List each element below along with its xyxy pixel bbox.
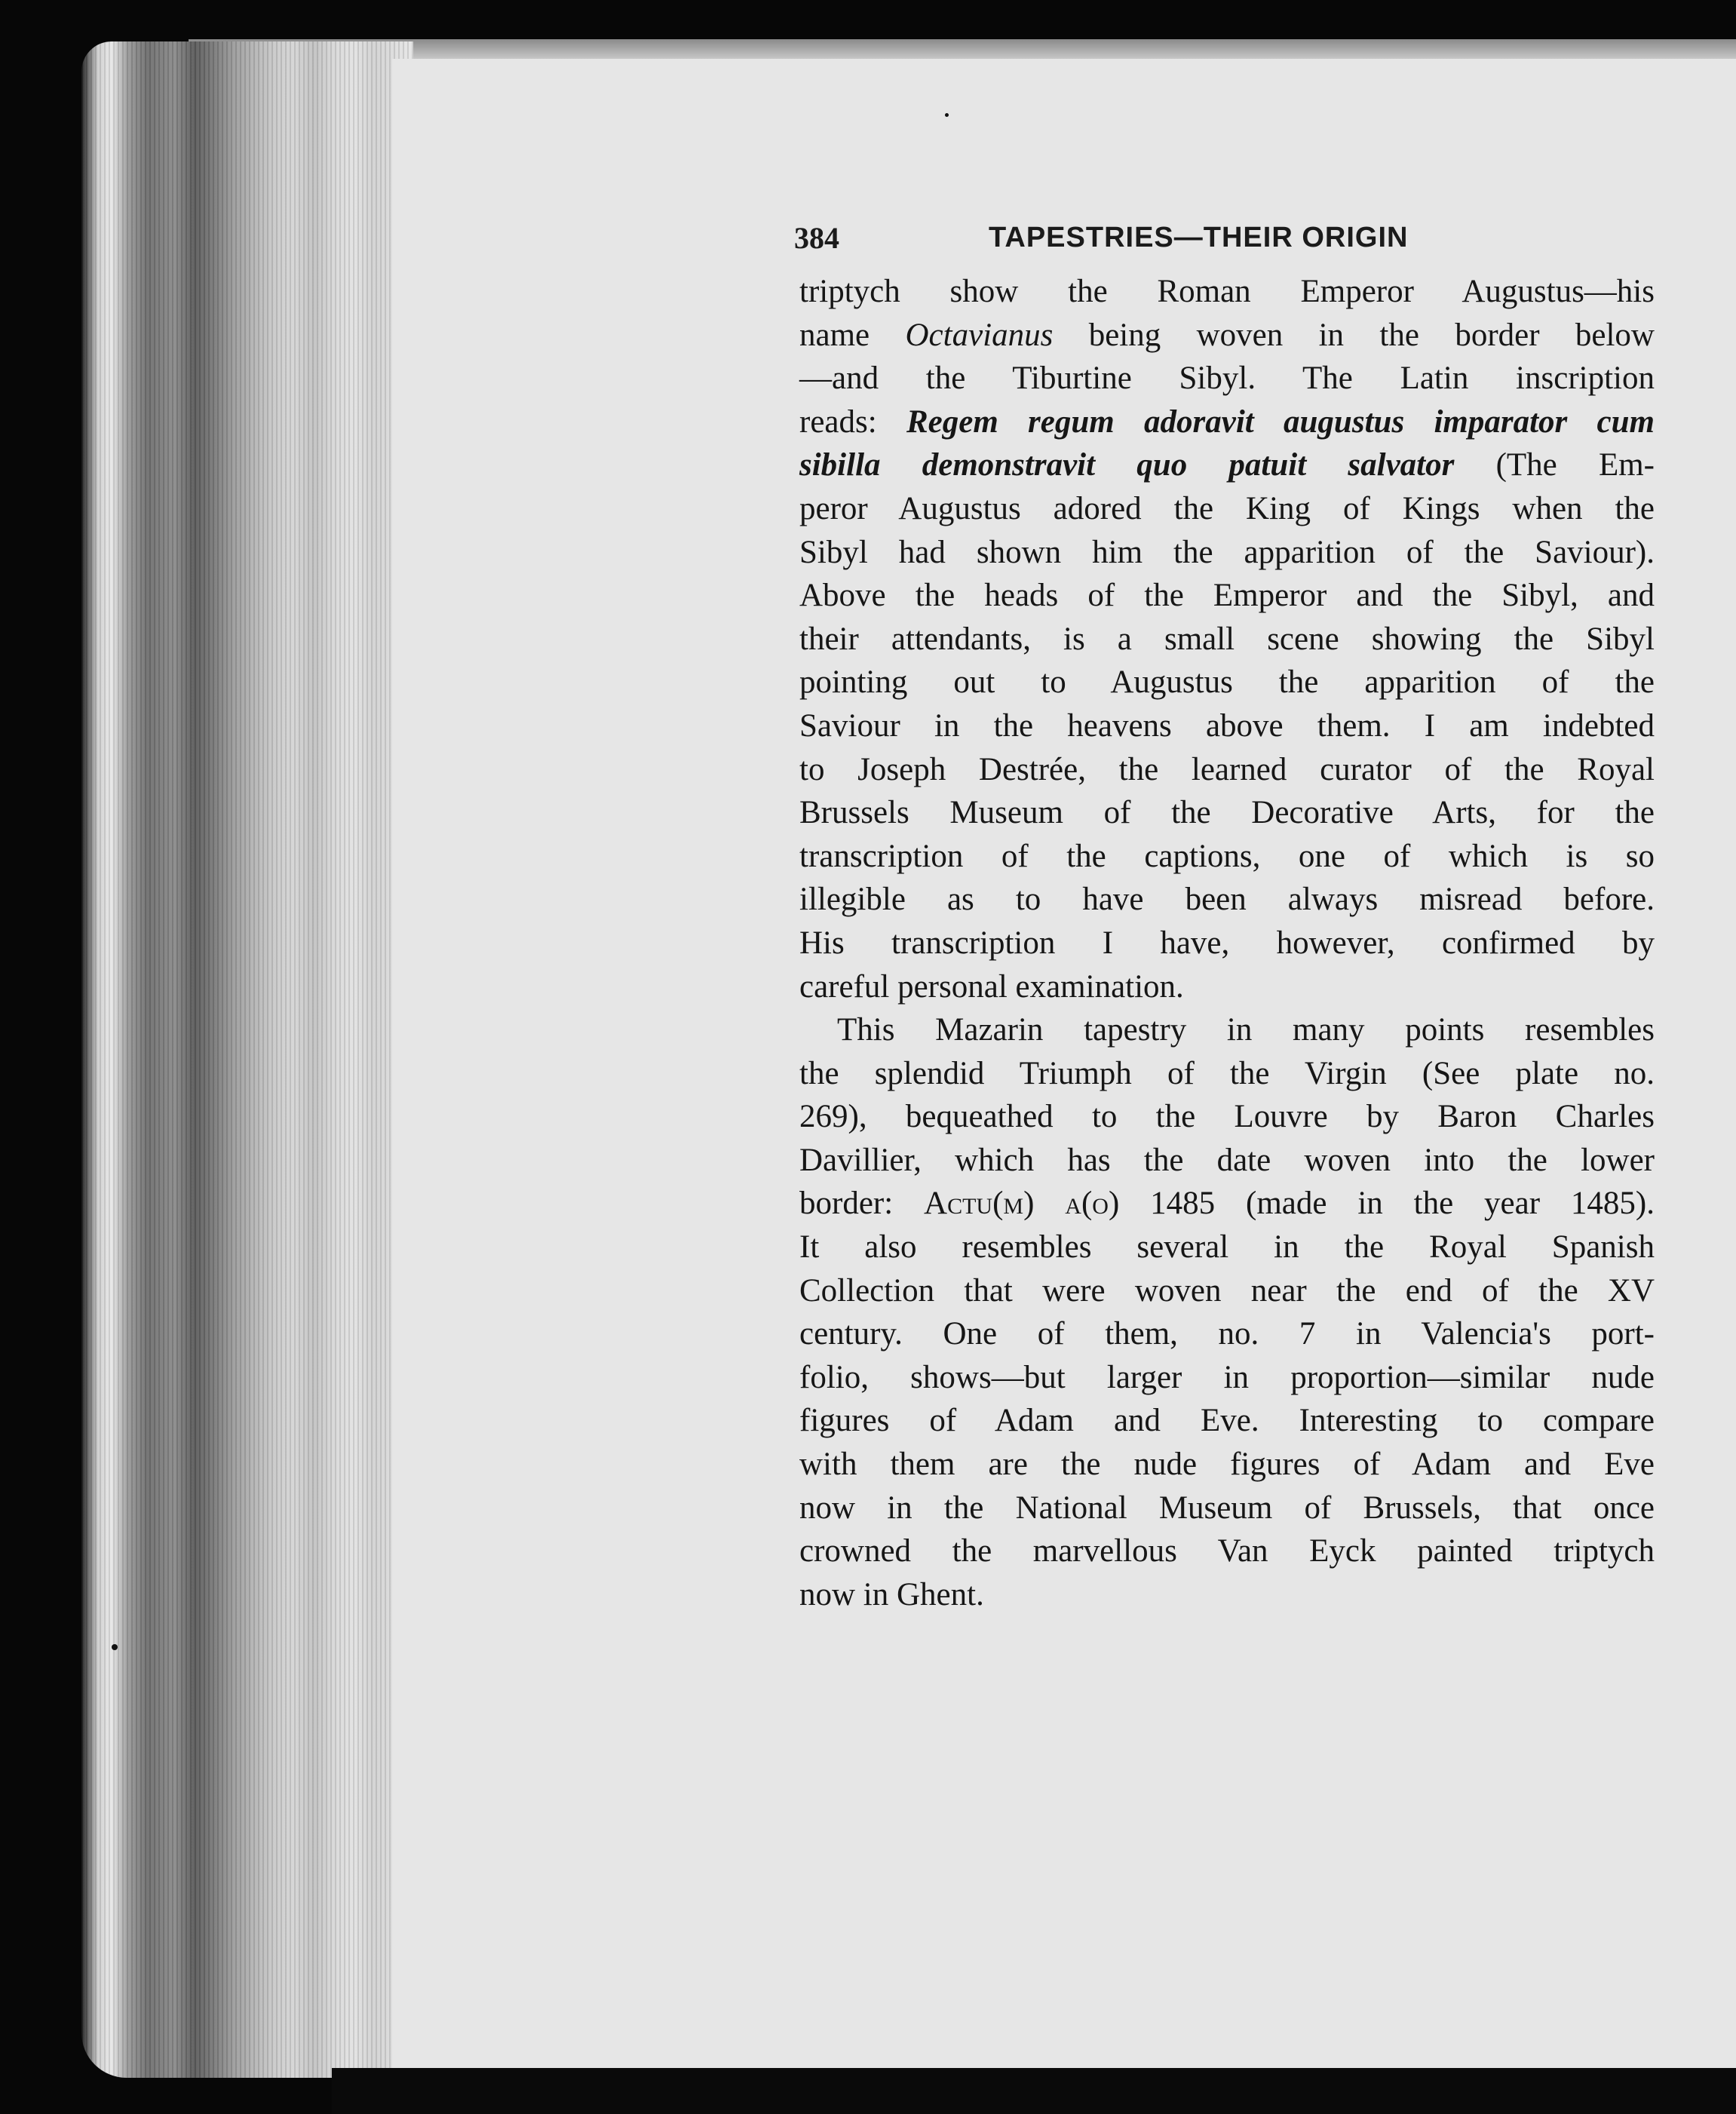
italic-term: Octavianus [905, 317, 1054, 353]
text-line: Collection that were woven near the end of the XV [799, 1272, 1655, 1309]
text-line [799, 314, 1655, 357]
text-line: It also resembles several in the Royal Spanish [799, 1229, 1655, 1266]
text-line: 269), bequeathed to the Louvre by Baron Charles [799, 1099, 1655, 1135]
text-line: with them are the nude figures of Adam and Eve [799, 1447, 1655, 1483]
text-line: century. One of them, no. 7 in Valencia's port- [799, 1316, 1655, 1352]
text-span: 1485 (made in the year 1485). [1119, 1186, 1655, 1222]
text-line: the splendid Triumph of the Virgin (See plate no. [799, 1055, 1655, 1091]
body-text [799, 270, 1655, 1616]
text-line: figures of Adam and Eve. Interesting to compare [799, 1403, 1655, 1439]
text-line: This Mazarin tapestry in many points resembles [837, 1012, 1655, 1048]
text-line: His transcription I have, however, confirmed by [799, 925, 1655, 961]
page-edges-stack [81, 41, 413, 2078]
text-line: now in the National Museum of Brussels, that once [799, 1490, 1655, 1526]
text-line: crowned the marvellous Van Eyck painted triptych [799, 1533, 1655, 1569]
text-line: their attendants, is a small scene showing the Sibyl [799, 621, 1655, 657]
text-line [799, 400, 1655, 444]
text-line: folio, shows—but larger in proportion—similar nude [799, 1359, 1655, 1395]
text-line: to Joseph Destrée, the learned curator of the Royal [799, 751, 1655, 787]
running-header [794, 220, 1654, 258]
running-head-title: TAPESTRIES—THEIR ORIGIN [989, 222, 1409, 253]
woven-date-inscription: Actu(m) a(o) [924, 1186, 1120, 1222]
text-span: (The Em- [1454, 447, 1655, 483]
dust-speck [112, 1644, 118, 1650]
latin-inscription: sibilla demonstravit quo patuit salvator [799, 447, 1455, 483]
text-line: peror Augustus adored the King of Kings when the [799, 490, 1655, 526]
text-line: Sibyl had shown him the apparition of the Saviour). [799, 534, 1655, 570]
page-number: 384 [794, 221, 839, 255]
text-line: now in Ghent. [799, 1576, 984, 1612]
text-line: —and the Tiburtine Sibyl. The Latin inscription [799, 361, 1655, 397]
text-line: Above the heads of the Emperor and the Sibyl, and [799, 578, 1655, 614]
text-line: pointing out to Augustus the apparition of the [799, 664, 1655, 701]
text-span: reads: [799, 403, 906, 440]
latin-inscription: Regem regum adoravit augustus imparator cum [906, 403, 1655, 440]
text-span: border: [799, 1186, 925, 1222]
text-line: Davillier, which has the date woven into the lower [799, 1142, 1655, 1178]
text-line: triptych show the Roman Emperor Augustus—his [799, 274, 1655, 309]
text-line: illegible as to have been always misread before. [799, 882, 1655, 918]
paragraph-1 [799, 270, 1655, 1008]
dust-speck [945, 113, 949, 117]
text-line: Saviour in the heavens above them. I am indebted [799, 707, 1655, 744]
paragraph-2 [799, 1008, 1655, 1616]
text-line [799, 1182, 1655, 1226]
text-line: careful personal examination. [799, 968, 1184, 1005]
scan-bottom-border [332, 2068, 1736, 2114]
text-line: transcription of the captions, one of which is so [799, 838, 1655, 874]
text-span: name [799, 317, 906, 353]
text-span: being woven in the border below [1053, 317, 1655, 353]
text-line: Brussels Museum of the Decorative Arts, for the [799, 795, 1655, 831]
text-line [799, 443, 1655, 487]
